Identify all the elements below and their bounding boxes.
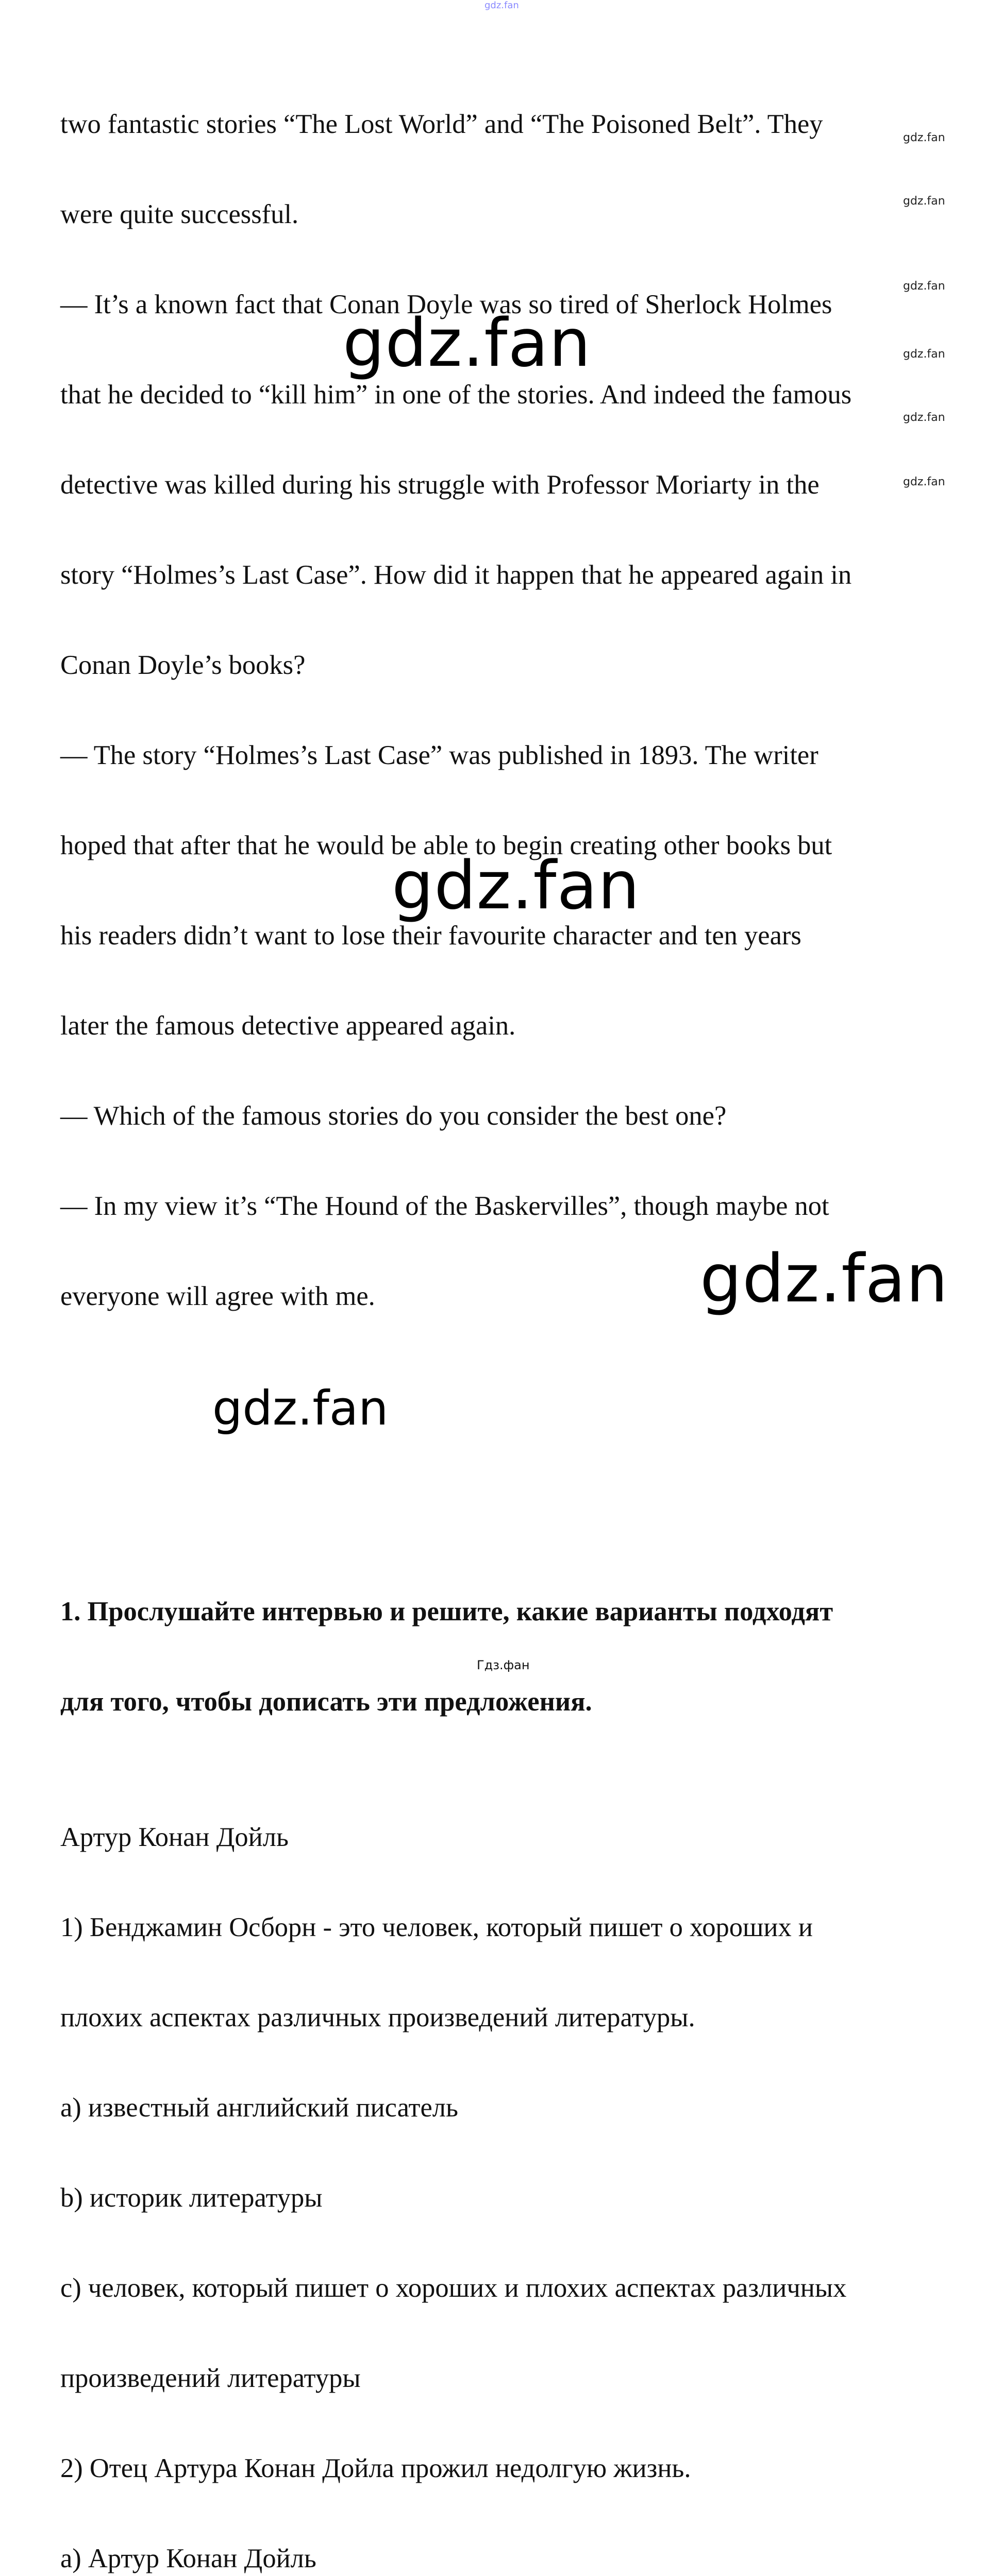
text-line: his readers didn’t want to lose their favourite character and ten years xyxy=(60,913,957,959)
text-line: — It’s a known fact that Conan Doyle was so tired of Sherlock Holmes xyxy=(60,282,957,328)
header-watermark: gdz.fan xyxy=(484,0,519,11)
task-line: 1) Бенджамин Осборн - это человек, который пишет о хороших и xyxy=(60,1905,957,1951)
text-line: hoped that after that he would be able to begin creating other books but xyxy=(60,823,957,869)
text-line: Conan Doyle’s books? xyxy=(60,643,957,688)
task-line: 2) Отец Артура Конан Дойла прожил недолгую жизнь. xyxy=(60,2446,957,2492)
text-line: — Which of the famous stories do you consider the best one? xyxy=(60,1094,957,1139)
text-line: were quite successful. xyxy=(60,192,957,238)
task-heading-line: для того, чтобы дописать эти предложения. xyxy=(60,1680,957,1725)
task-line: c) человек, который пишет о хороших и плохих аспектах различных xyxy=(60,2266,957,2311)
large-watermark: gdz.fan xyxy=(700,1241,948,1317)
task-line: произведений литературы xyxy=(60,2356,957,2401)
task-heading-line: 1. Прослушайте интервью и решите, какие варианты подходят xyxy=(60,1589,957,1635)
text-line: everyone will agree with me. xyxy=(60,1274,957,1319)
text-line: two fantastic stories “The Lost World” and “The Poisoned Belt”. They xyxy=(60,102,957,147)
large-watermark: gdz.fan xyxy=(343,305,591,382)
small-watermark: gdz.fan xyxy=(903,476,945,488)
text-line: — In my view it’s “The Hound of the Baskervilles”, though maybe not xyxy=(60,1184,957,1229)
task-line: a) известный английский писатель xyxy=(60,2086,957,2131)
task-line: b) историк литературы xyxy=(60,2176,957,2221)
task-line: Артур Конан Дойль xyxy=(60,1815,957,1860)
task-line: плохих аспектах различных произведений литературы. xyxy=(60,1995,957,2041)
small-watermark: gdz.fan xyxy=(903,195,945,208)
text-line: detective was killed during his struggle with Professor Moriarty in the xyxy=(60,463,957,508)
text-line: — The story “Holmes’s Last Case” was published in 1893. The writer xyxy=(60,733,957,778)
text-line: that he decided to “kill him” in one of the stories. And indeed the famous xyxy=(60,372,957,418)
text-line: later the famous detective appeared again. xyxy=(60,1004,957,1049)
text-line: story “Holmes’s Last Case”. How did it happen that he appeared again in xyxy=(60,553,957,598)
large-watermark: gdz.fan xyxy=(392,848,640,924)
small-watermark: gdz.fan xyxy=(903,131,945,144)
task-line: a) Артур Конан Дойль xyxy=(60,2536,957,2576)
small-watermark: gdz.fan xyxy=(903,411,945,424)
section-gap xyxy=(60,1409,957,1499)
large-watermark: gdz.fan xyxy=(212,1381,388,1436)
small-watermark: gdz.fan xyxy=(903,348,945,361)
small-watermark: gdz.fan xyxy=(903,280,945,293)
footer-watermark: Гдз.фан xyxy=(477,1658,530,1672)
